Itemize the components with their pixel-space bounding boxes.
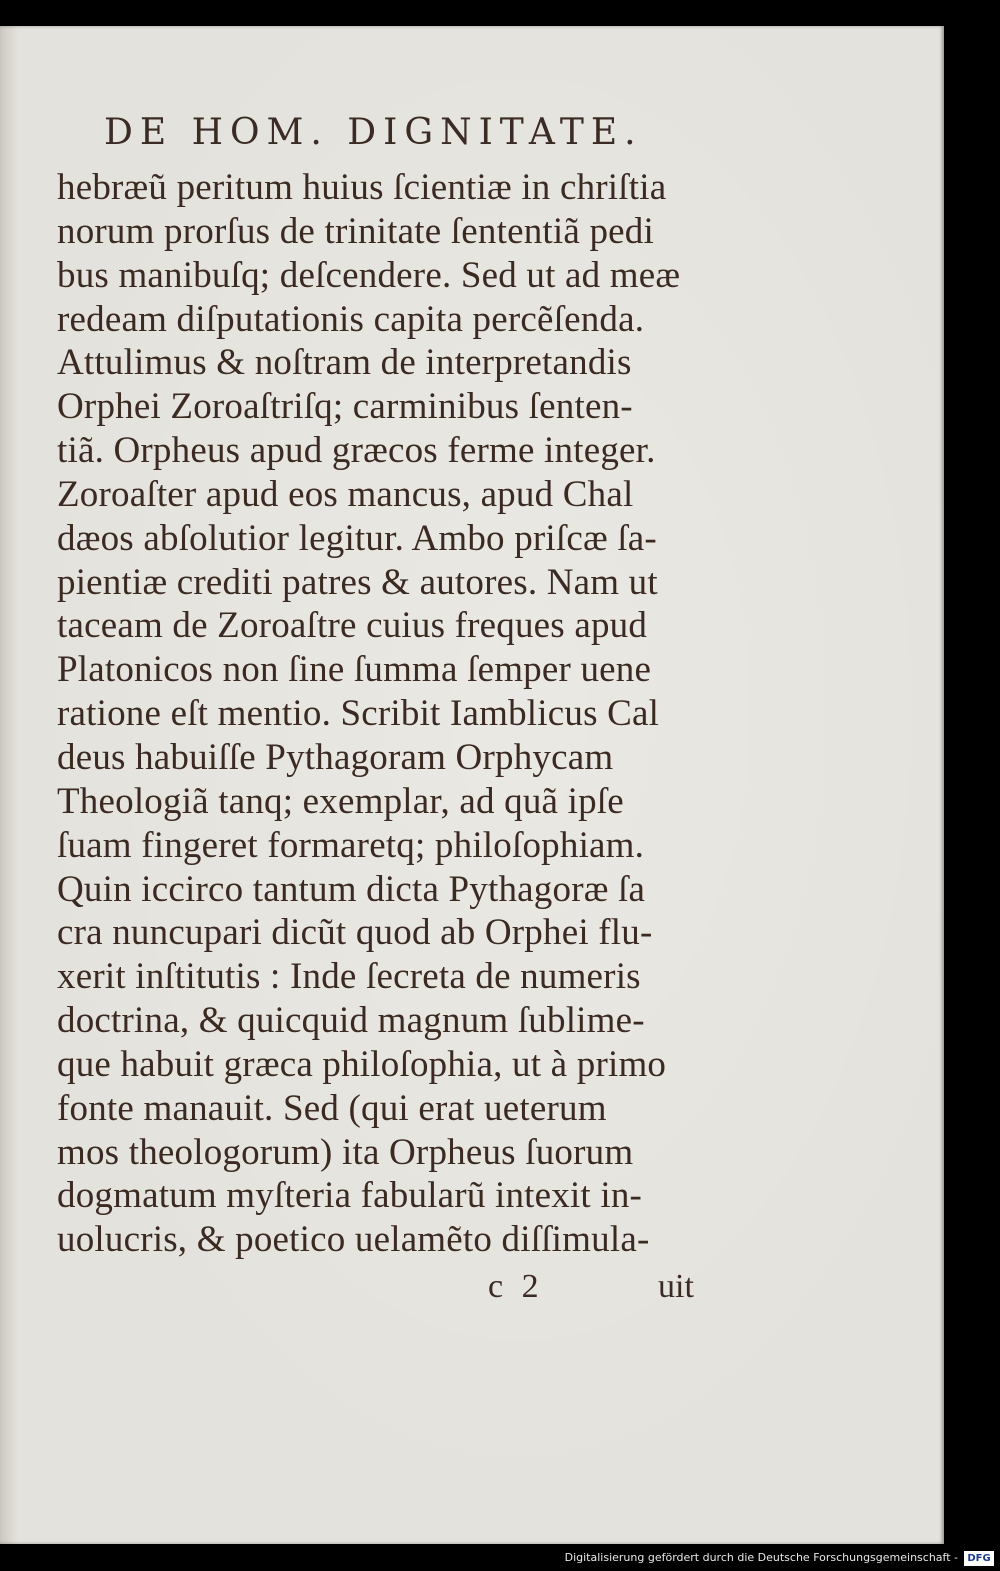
text-line: pientiæ crediti patres & autores. Nam ut — [57, 561, 658, 603]
text-line: Quin iccirco tantum dicta Pythagoræ ſa — [57, 868, 646, 910]
body-text — [57, 166, 737, 1262]
text-line: deus habuiſſe Pythagoram Orphycam — [57, 736, 614, 778]
text-line: tiã. Orpheus apud græcos ferme integer. — [57, 430, 656, 472]
text-line: redeam diſputationis capita percẽſenda. — [57, 298, 645, 340]
text-line: Attulimus & noſtram de interpretandis — [57, 342, 632, 384]
footer-bar — [0, 1548, 1000, 1571]
text-line: Orphei Zoroaſtriſq; carminibus ſenten- — [57, 386, 633, 428]
dfg-logo: DFG — [964, 1551, 994, 1566]
text-line: que habuit græca philoſophia, ut à primo — [57, 1043, 667, 1085]
text-line: uolucris, & poetico uelamẽto diſſimula- — [57, 1219, 650, 1261]
text-line: taceam de Zoroaſtre cuius freques apud — [57, 605, 648, 647]
book-page — [0, 26, 944, 1544]
catchword: uit — [658, 1268, 694, 1305]
text-line: fonte manauit. Sed (qui erat ueterum — [57, 1087, 607, 1129]
text-line: Theologiã tanq; exemplar, ad quã ipſe — [57, 780, 624, 822]
text-line: xerit inſtitutis : Inde ſecreta de numeris — [57, 956, 641, 998]
text-line: hebræũ peritum huius ſcientiæ in chriſtia — [57, 167, 667, 208]
text-line: Platonicos non ſine ſumma ſemper uene — [57, 649, 652, 691]
signature-mark: c 2 — [488, 1268, 539, 1305]
text-line: dæos abſolutior legitur. Ambo priſcæ ſa- — [57, 517, 657, 559]
footer-credit: Digitalisierung gefördert durch die Deutsche Forschungsgemeinschaft - — [564, 1551, 958, 1564]
text-line: norum prorſus de trinitate ſententiã pedi — [57, 210, 654, 252]
text-line: Zoroaſter apud eos mancus, apud Chal — [57, 473, 634, 515]
text-line: mos theologorum) ita Orpheus ſuorum — [57, 1131, 634, 1173]
text-line: doctrina, & quicquid magnum ſublime- — [57, 1000, 645, 1042]
text-line: dogmatum myſteria fabularũ intexit in- — [57, 1175, 643, 1217]
text-line: ratione eſt mentio. Scribit Iamblicus Cal — [57, 693, 660, 735]
text-line: ſuam fingeret formaretq; philoſophiam. — [57, 824, 645, 866]
text-line: cra nuncupari dicũt quod ab Orphei flu- — [57, 912, 653, 954]
text-line: bus manibuſq; deſcendere. Sed ut ad meæ — [57, 254, 681, 296]
running-head: DE HOM. DIGNITATE. — [104, 112, 643, 153]
